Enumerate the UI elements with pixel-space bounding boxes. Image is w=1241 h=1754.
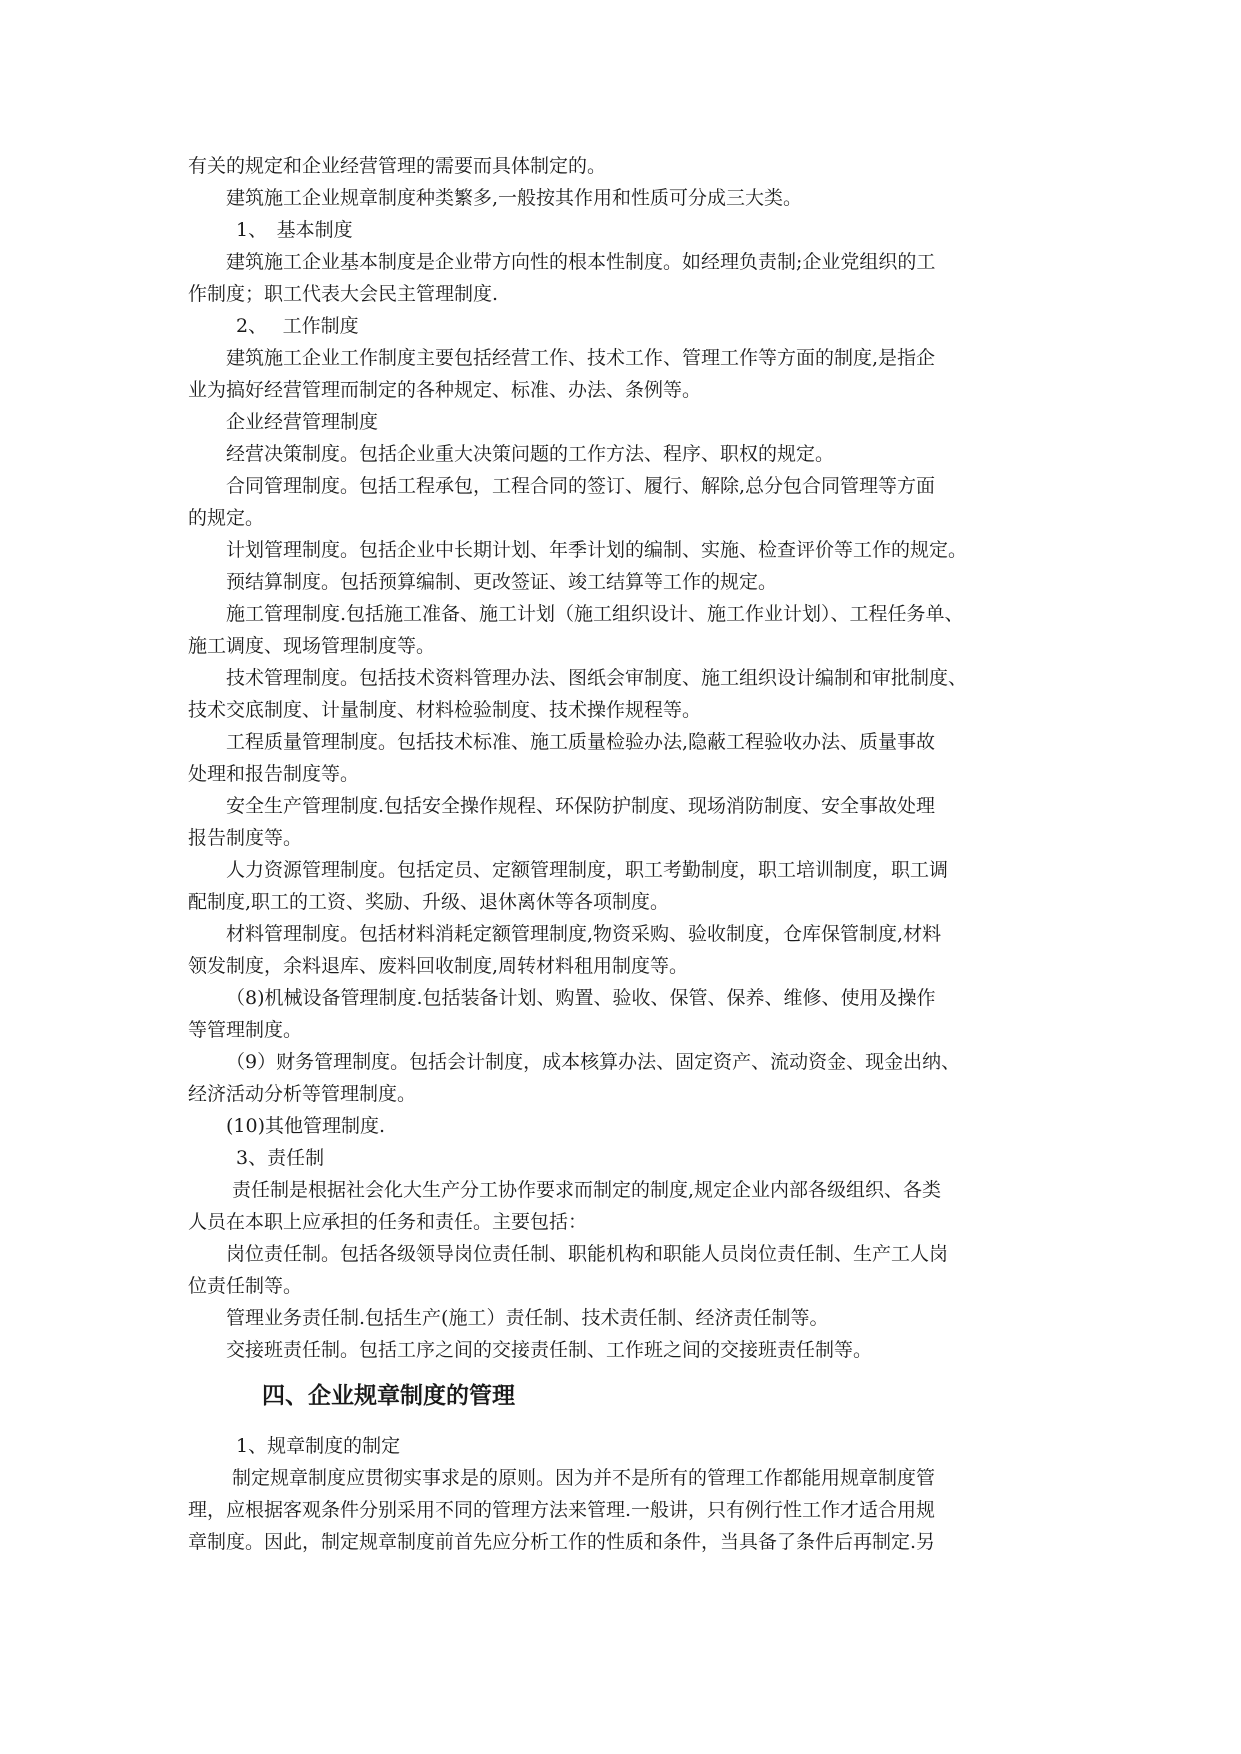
text-line: 交接班责任制。包括工序之间的交接责任制、工作班之间的交接班责任制等。	[226, 1339, 873, 1361]
text-line: 工程质量管理制度。包括技术标准、施工质量检验办法,隐蔽工程验收办法、质量事故	[226, 731, 936, 753]
text-line: 领发制度，余料退库、废料回收制度,周转材料租用制度等。	[188, 955, 689, 977]
section-label: 1、 基本制度	[236, 219, 353, 241]
text-line: 理，应根据客观条件分别采用不同的管理方法来管理.一般讲，只有例行性工作才适合用规	[188, 1499, 936, 1521]
section-label: 2、 工作制度	[236, 315, 359, 337]
text-line: 配制度,职工的工资、奖励、升级、退休离休等各项制度。	[188, 891, 670, 913]
section-label: 1、规章制度的制定	[236, 1435, 401, 1457]
text-line: 管理业务责任制.包括生产(施工）责任制、技术责任制、经济责任制等。	[226, 1307, 829, 1329]
text-line: 技术交底制度、计量制度、材料检验制度、技术操作规程等。	[188, 699, 702, 721]
text-line: 经营决策制度。包括企业重大决策问题的工作方法、程序、职权的规定。	[226, 443, 835, 465]
text-line: (10)其他管理制度.	[226, 1115, 386, 1137]
text-line: 作制度；职工代表大会民主管理制度.	[188, 283, 499, 305]
text-line: 位责任制等。	[188, 1275, 303, 1297]
text-line: 安全生产管理制度.包括安全操作规程、环保防护制度、现场消防制度、安全事故处理	[226, 795, 936, 817]
text-line: （9）财务管理制度。包括会计制度，成本核算办法、固定资产、流动资金、现金出纳、	[226, 1051, 961, 1073]
text-line: 计划管理制度。包括企业中长期计划、年季计划的编制、实施、检查评价等工作的规定。	[226, 539, 968, 561]
text-line: 技术管理制度。包括技术资料管理办法、图纸会审制度、施工组织设计编制和审批制度、	[226, 667, 968, 689]
text-line: 制定规章制度应贯彻实事求是的原则。因为并不是所有的管理工作都能用规章制度管	[232, 1467, 936, 1489]
text-line: 有关的规定和企业经营管理的需要而具体制定的。	[188, 155, 607, 177]
text-line: 合同管理制度。包括工程承包，工程合同的签订、履行、解除,总分包合同管理等方面	[226, 475, 936, 497]
text-line: 业为搞好经营管理而制定的各种规定、标准、办法、条例等。	[188, 379, 702, 401]
text-line: 处理和报告制度等。	[188, 763, 360, 785]
text-line: 章制度。因此，制定规章制度前首先应分析工作的性质和条件，当具备了条件后再制定.另	[188, 1531, 936, 1553]
document-page	[188, 150, 1056, 1558]
section-label: 3、责任制	[236, 1147, 325, 1169]
text-line: 建筑施工企业规章制度种类繁多,一般按其作用和性质可分成三大类。	[226, 187, 803, 209]
section-heading: 四、企业规章制度的管理	[262, 1383, 515, 1409]
text-line: 人员在本职上应承担的任务和责任。主要包括：	[188, 1211, 588, 1233]
text-line: 经济活动分析等管理制度。	[188, 1083, 417, 1105]
text-line: （8)机械设备管理制度.包括装备计划、购置、验收、保管、保养、维修、使用及操作	[226, 987, 936, 1009]
text-line: 的规定。	[188, 507, 265, 529]
text-line: 报告制度等。	[188, 827, 303, 849]
text-line: 建筑施工企业工作制度主要包括经营工作、技术工作、管理工作等方面的制度,是指企	[226, 347, 936, 369]
text-line: 等管理制度。	[188, 1019, 303, 1041]
text-line: 责任制是根据社会化大生产分工协作要求而制定的制度,规定企业内部各级组织、各类	[232, 1179, 942, 1201]
text-line: 材料管理制度。包括材料消耗定额管理制度,物资采购、验收制度，仓库保管制度,材料	[226, 923, 942, 945]
text-line: 企业经营管理制度	[226, 411, 379, 433]
text-line: 岗位责任制。包括各级领导岗位责任制、职能机构和职能人员岗位责任制、生产工人岗	[226, 1243, 949, 1265]
text-line: 预结算制度。包括预算编制、更改签证、竣工结算等工作的规定。	[226, 571, 778, 593]
text-line: 建筑施工企业基本制度是企业带方向性的根本性制度。如经理负责制;企业党组织的工	[226, 251, 936, 273]
text-line: 施工调度、现场管理制度等。	[188, 635, 436, 657]
text-line: 施工管理制度.包括施工准备、施工计划（施工组织设计、施工作业计划）、工程任务单、	[226, 603, 964, 625]
text-line: 人力资源管理制度。包括定员、定额管理制度，职工考勤制度，职工培训制度，职工调	[226, 859, 949, 881]
